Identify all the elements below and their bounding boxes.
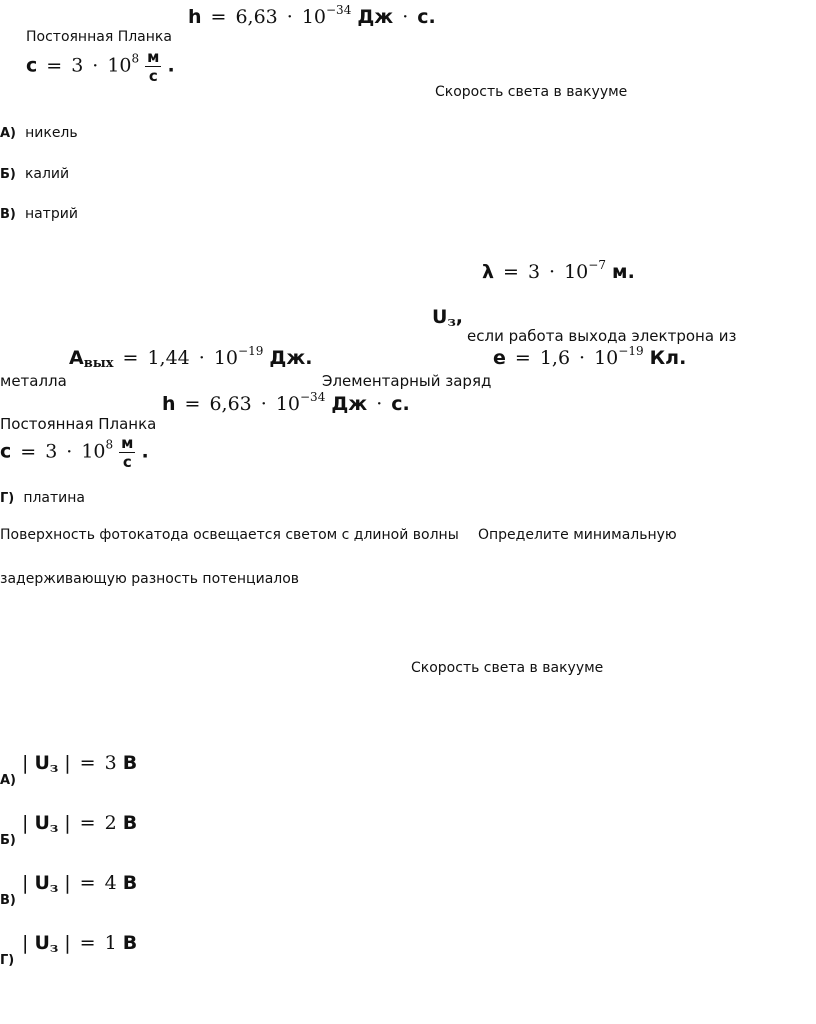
light-speed-formula-mid [0, 434, 149, 471]
answer-formula [22, 932, 137, 954]
multiply-dot: · [66, 440, 73, 463]
fraction-numerator: м [147, 48, 160, 66]
abs-bar-left: | [22, 932, 29, 954]
light-speed-formula-top [26, 48, 175, 85]
power-exponent: −34 [326, 3, 352, 17]
period: . [141, 440, 149, 463]
answer-value: 2 [104, 812, 117, 834]
period: . [627, 261, 635, 283]
light-speed-symbol: с [26, 54, 38, 77]
wavelength-symbol: λ [482, 261, 495, 283]
wavelength-formula [482, 258, 635, 283]
period: . [167, 54, 175, 77]
equals-sign: = [79, 752, 96, 774]
voltage-symbol: U [34, 812, 50, 834]
equals-sign: = [122, 347, 139, 369]
voltage-subscript: з [49, 821, 59, 836]
option-letter: В) [0, 207, 16, 222]
stopping-voltage-symbol [432, 306, 463, 328]
planck-formula-top [188, 3, 436, 28]
equals-sign: = [79, 932, 96, 954]
voltage-symbol: U [432, 306, 448, 328]
planck-symbol: h [188, 6, 202, 28]
answer-value: 4 [104, 872, 117, 894]
option-letter: А) [0, 126, 17, 141]
charge-mantissa: 1,6 [539, 347, 571, 369]
abs-bar-right: | [64, 932, 71, 954]
planck-symbol: h [162, 393, 176, 415]
answer-formula [22, 812, 137, 834]
multiply-dot: · [402, 6, 409, 28]
period: . [305, 347, 313, 369]
abs-bar-right: | [64, 812, 71, 834]
power-exponent: −19 [238, 344, 264, 358]
power-base: 10 [81, 440, 106, 463]
power-exponent: 8 [131, 51, 140, 66]
abs-bar-left: | [22, 812, 29, 834]
answer-letter: В) [0, 893, 16, 908]
fraction-numerator: м [121, 434, 134, 452]
power-base: 10 [275, 393, 300, 415]
voltage-subscript: з [49, 761, 59, 776]
period: . [428, 6, 436, 28]
elementary-charge-formula [493, 344, 687, 369]
charge-symbol: е [493, 347, 506, 369]
unit-volt: В [122, 932, 138, 954]
multiply-dot: · [549, 261, 556, 283]
planck-label-mid: Постоянная Планка [0, 415, 157, 433]
multiply-dot: · [198, 347, 205, 369]
answer-value: 3 [104, 752, 117, 774]
unit-volt: В [122, 812, 138, 834]
planck-mantissa: 6,63 [209, 393, 252, 415]
light-speed-mantissa: 3 [45, 440, 58, 463]
multiply-dot: · [579, 347, 586, 369]
equals-sign: = [20, 440, 37, 463]
equals-sign: = [184, 393, 201, 415]
unit-joule: Дж [357, 6, 394, 28]
option-text: натрий [24, 206, 78, 222]
metal-text: металла [0, 372, 67, 390]
period: . [679, 347, 687, 369]
light-speed-label-bottom: Скорость света в вакууме [411, 660, 604, 676]
option-letter: Б) [0, 167, 16, 182]
question-text-part3: задерживающую разность потенциалов [0, 571, 300, 587]
work-function-subscript: вых [83, 356, 114, 371]
equals-sign: = [210, 6, 227, 28]
voltage-symbol: U [34, 872, 50, 894]
light-speed-label-top: Скорость света в вакууме [435, 84, 628, 100]
wavelength-mantissa: 3 [527, 261, 541, 283]
answer-letter: Г) [0, 953, 15, 968]
option-text: никель [25, 125, 78, 141]
unit-coulomb: Кл [649, 347, 680, 369]
work-function-mantissa: 1,44 [147, 347, 190, 369]
answer-letter: А) [0, 773, 17, 788]
elementary-charge-label: Элементарный заряд [322, 372, 492, 390]
power-base: 10 [301, 6, 326, 28]
answer-formula [22, 752, 137, 774]
question-text-part2: Определите минимальную [478, 527, 677, 543]
multiply-dot: · [376, 393, 383, 415]
unit-joule: Дж [331, 393, 368, 415]
unit-meter: м [612, 261, 628, 283]
unit-volt: В [122, 872, 138, 894]
work-function-formula [69, 344, 313, 371]
power-base: 10 [213, 347, 239, 369]
voltage-symbol: U [34, 932, 50, 954]
answer-letter: Б) [0, 833, 16, 848]
abs-bar-right: | [64, 872, 71, 894]
power-exponent: −34 [300, 390, 326, 404]
work-function-symbol: A [69, 347, 84, 369]
voltage-symbol: U [34, 752, 50, 774]
power-base: 10 [564, 261, 589, 283]
equals-sign: = [79, 872, 96, 894]
question-text-part1: Поверхность фотокатода освещается светом с длиной волны [0, 527, 459, 543]
power-base: 10 [594, 347, 619, 369]
option-item [0, 122, 78, 141]
abs-bar-left: | [22, 872, 29, 894]
equals-sign: = [46, 54, 63, 77]
unit-fraction [145, 48, 161, 85]
equals-sign: = [79, 812, 96, 834]
answer-value: 1 [104, 932, 117, 954]
planck-label-top: Постоянная Планка [26, 29, 172, 45]
multiply-dot: · [286, 6, 293, 28]
voltage-subscript: з [447, 315, 456, 330]
power-exponent: −7 [588, 258, 606, 272]
voltage-subscript: з [49, 941, 59, 956]
voltage-subscript: з [49, 881, 59, 896]
unit-joule: Дж [269, 347, 306, 369]
work-function-text: если работа выхода электрона из [467, 327, 737, 345]
abs-bar-left: | [22, 752, 29, 774]
fraction-denominator: с [122, 453, 132, 471]
option-item [0, 163, 69, 182]
unit-second: с [417, 6, 429, 28]
unit-second: с [391, 393, 403, 415]
abs-bar-right: | [64, 752, 71, 774]
light-speed-symbol: с [0, 440, 12, 463]
unit-fraction [119, 434, 135, 471]
planck-mantissa: 6,63 [235, 6, 278, 28]
power-exponent: −19 [618, 344, 644, 358]
period: . [402, 393, 410, 415]
option-item [0, 487, 85, 506]
multiply-dot: · [260, 393, 267, 415]
fraction-denominator: с [148, 67, 158, 85]
light-speed-mantissa: 3 [71, 54, 84, 77]
option-letter: Г) [0, 491, 15, 506]
option-item [0, 203, 78, 222]
planck-formula-mid [162, 390, 410, 415]
power-base: 10 [107, 54, 132, 77]
multiply-dot: · [92, 54, 99, 77]
equals-sign: = [503, 261, 519, 283]
option-text: калий [24, 166, 70, 182]
answer-formula [22, 872, 137, 894]
power-exponent: 8 [105, 437, 114, 452]
equals-sign: = [514, 347, 531, 369]
option-text: платина [23, 490, 85, 506]
unit-volt: В [122, 752, 138, 774]
comma: , [455, 306, 463, 328]
